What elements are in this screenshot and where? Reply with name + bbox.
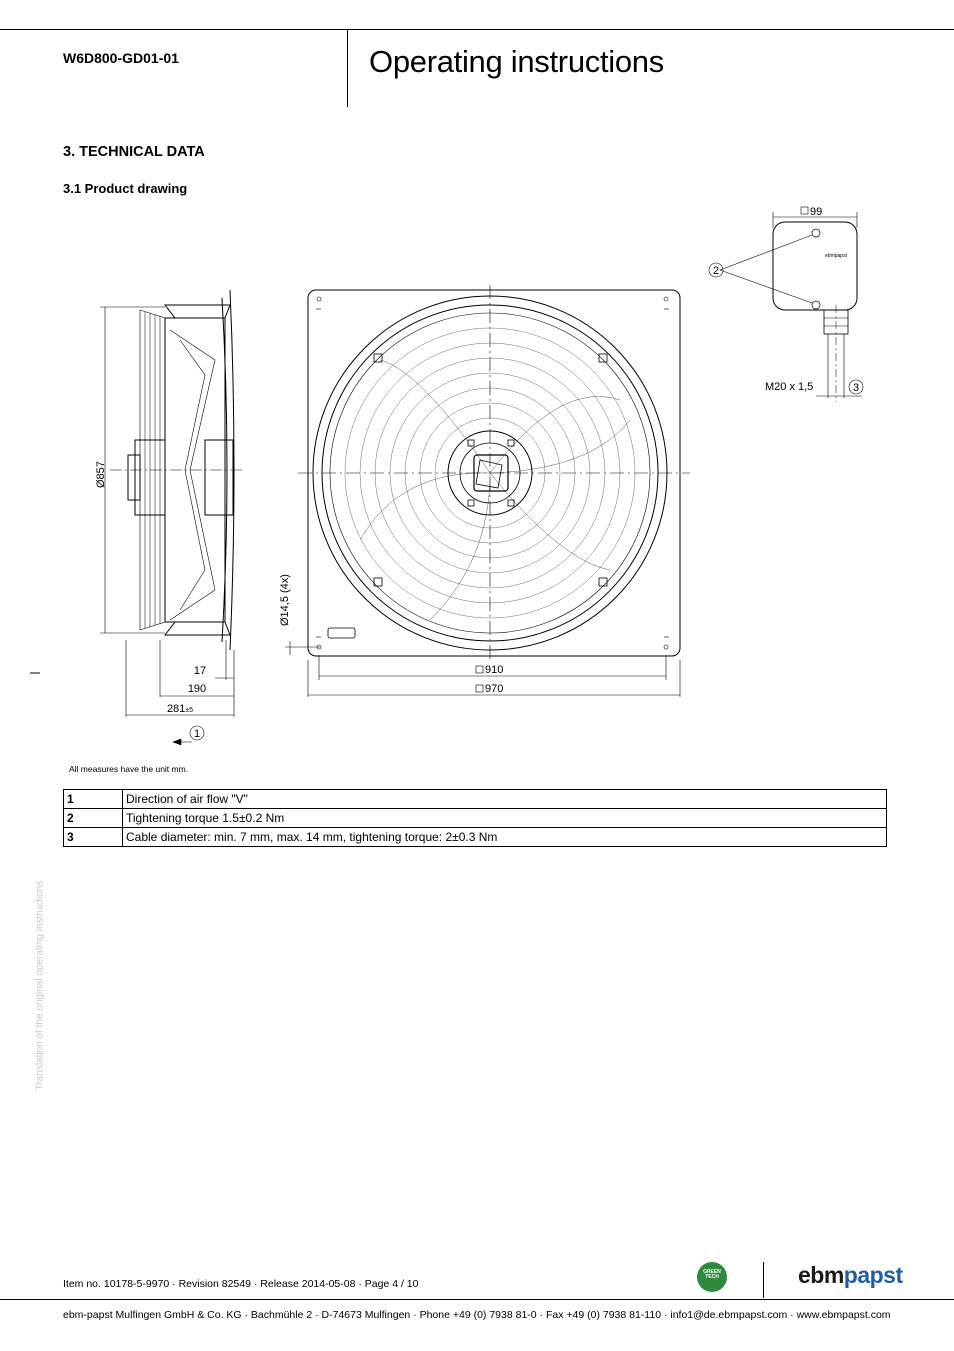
- section-heading: 3. TECHNICAL DATA: [63, 144, 205, 160]
- footer-rule: [0, 1299, 954, 1300]
- legend-num: 1: [64, 790, 123, 809]
- dim-17: 17: [193, 665, 207, 677]
- side-dimensions: [100, 307, 234, 745]
- company-logo: [798, 1262, 903, 1289]
- green-tech-badge-icon: [697, 1262, 727, 1292]
- callout-1: 1: [193, 728, 201, 740]
- dim-diameter: Ø857: [95, 461, 107, 488]
- footer-address: ebm-papst Mulfingen GmbH & Co. KG · Bachmühle 2 · D-74673 Mulfingen · Phone +49 (0) 7938 81-0 · Fax +49 (0) 7938 81-110 · info1@de.ebmpapst.com · www.ebmpapst.com: [63, 1309, 891, 1321]
- legend-table: [63, 789, 887, 847]
- logo-ebm: ebm: [798, 1262, 844, 1288]
- dim-190: 190: [187, 683, 207, 695]
- side-view: [30, 290, 245, 673]
- legend-text: Cable diameter: min. 7 mm, max. 14 mm, tightening torque: 2±0.3 Nm: [123, 828, 887, 847]
- dim-970: 970: [485, 683, 504, 695]
- terminal-box-logo: ebmpapst: [825, 253, 847, 259]
- legend-text: Direction of air flow "V": [123, 790, 887, 809]
- callout-3: 3: [852, 382, 860, 394]
- legend-text: Tightening torque 1.5±0.2 Nm: [123, 809, 887, 828]
- section-subheading: 3.1 Product drawing: [63, 181, 188, 196]
- svg-text:281±5: [167, 703, 193, 715]
- terminal-box-view: [709, 207, 863, 402]
- sidebar-note: Translation of the original operating instructions: [34, 880, 46, 1091]
- dim-281: 281: [166, 703, 186, 715]
- dim-thread: M20 x 1,5: [765, 381, 814, 393]
- header-divider: [347, 29, 348, 107]
- dim-910: 910: [485, 664, 504, 676]
- dim-281-tolerance: ±5: [185, 707, 194, 714]
- page-title: Operating instructions: [369, 44, 664, 79]
- logo-papst: papst: [843, 1262, 903, 1288]
- legend-num: 2: [64, 809, 123, 828]
- legend-num: 3: [64, 828, 123, 847]
- footer-item-line: Item no. 10178-5-9970 · Revision 82549 · Release 2014-05-08 · Page 4 / 10: [63, 1278, 419, 1290]
- callout-2: 2: [712, 265, 720, 277]
- table-row: [64, 828, 887, 847]
- table-row: [64, 809, 887, 828]
- front-view: [298, 285, 690, 662]
- header-top-rule: [0, 29, 954, 30]
- dim-hole: Ø14,5 (4x): [279, 574, 291, 626]
- table-row: [64, 790, 887, 809]
- units-note: All measures have the unit mm.: [69, 764, 189, 774]
- model-number: W6D800-GD01-01: [63, 50, 179, 66]
- dim-99: 99: [810, 206, 823, 218]
- footer-divider: [763, 1262, 764, 1298]
- product-drawing: [0, 195, 954, 755]
- green-tech-label: GREEN TECH: [703, 1269, 721, 1280]
